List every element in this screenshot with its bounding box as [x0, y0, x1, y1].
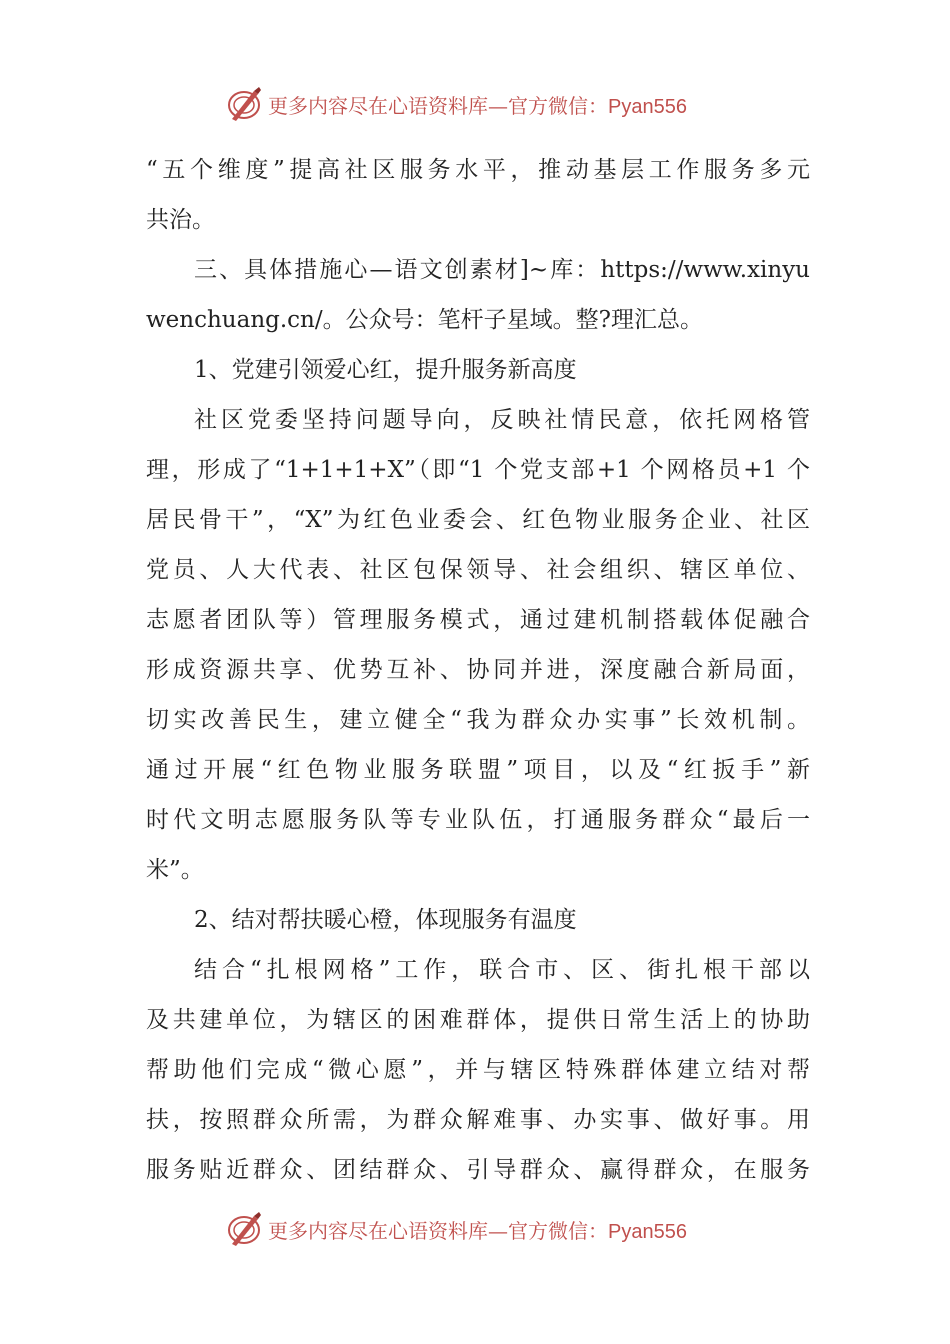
text-line: “五个维度”提高社区服务水平，推动基层工作服务多元 [146, 157, 810, 183]
text-line: 结合“扎根网格”工作，联合市、区、街扎根干部以 [194, 957, 810, 983]
text-line: 1、党建引领爱心红，提升服务新高度 [194, 357, 577, 383]
paragraph [146, 145, 810, 245]
text-line: 居民骨干”，“X”为红色业委会、红色物业服务企业、社区 [146, 507, 810, 533]
text-line: 社区党委坚持问题导向，反映社情民意，依托网格管 [194, 407, 810, 433]
pen-logo-icon [226, 85, 264, 123]
text-line: 及共建单位，为辖区的困难群体，提供日常生活上的协助 [146, 1007, 810, 1033]
banner-text [268, 1215, 687, 1244]
text-line: 切实改善民生，建立健全“我为群众办实事”长效机制。 [146, 707, 810, 733]
text-line: 米”。 [146, 857, 204, 883]
paragraph [146, 945, 810, 1195]
text-line: 形成资源共享、优势互补、协同并进，深度融合新局面， [146, 657, 810, 683]
text-line: 通过开展“红色物业服务联盟”项目，以及“红扳手”新 [146, 757, 810, 783]
subheading [146, 895, 810, 945]
paragraph [146, 395, 810, 895]
banner-text [268, 90, 687, 119]
banner-handle: Pyan556 [608, 1220, 687, 1243]
banner-label: 更多内容尽在心语资料库—官方微信： [268, 1218, 608, 1243]
text-line: 扶，按照群众所需，为群众解难事、办实事、做好事。用 [146, 1107, 810, 1133]
text-line: 三、具体措施心—语文创素材]~库：https://www.xinyu [194, 257, 810, 283]
text-line: 服务贴近群众、团结群众、引导群众、赢得群众，在服务 [146, 1157, 810, 1183]
text-line: 理，形成了“1+1+1+X”（即“1 个党支部+1 个网格员+1 个 [146, 457, 810, 483]
text-line: 2、结对帮扶暖心橙，体现服务有温度 [194, 907, 577, 933]
banner-label: 更多内容尽在心语资料库—官方微信： [268, 93, 608, 118]
text-line: wenchuang.cn/。公众号：笔杆子星域。整?理汇总。 [146, 307, 703, 333]
text-line: 党员、人大代表、社区包保领导、社会组织、辖区单位、 [146, 557, 810, 583]
text-line: 共治。 [146, 207, 215, 233]
text-line: 帮助他们完成“微心愿”，并与辖区特殊群体建立结对帮 [146, 1057, 810, 1083]
section-heading [146, 245, 810, 345]
pen-logo-icon [226, 1210, 264, 1248]
document-body [146, 145, 810, 1195]
text-line: 志愿者团队等）管理服务模式，通过建机制搭载体促融合 [146, 607, 810, 633]
banner-handle: Pyan556 [608, 95, 687, 118]
header-banner [226, 82, 687, 126]
text-line: 时代文明志愿服务队等专业队伍，打通服务群众“最后一 [146, 807, 810, 833]
footer-banner [226, 1207, 687, 1251]
subheading [146, 345, 810, 395]
